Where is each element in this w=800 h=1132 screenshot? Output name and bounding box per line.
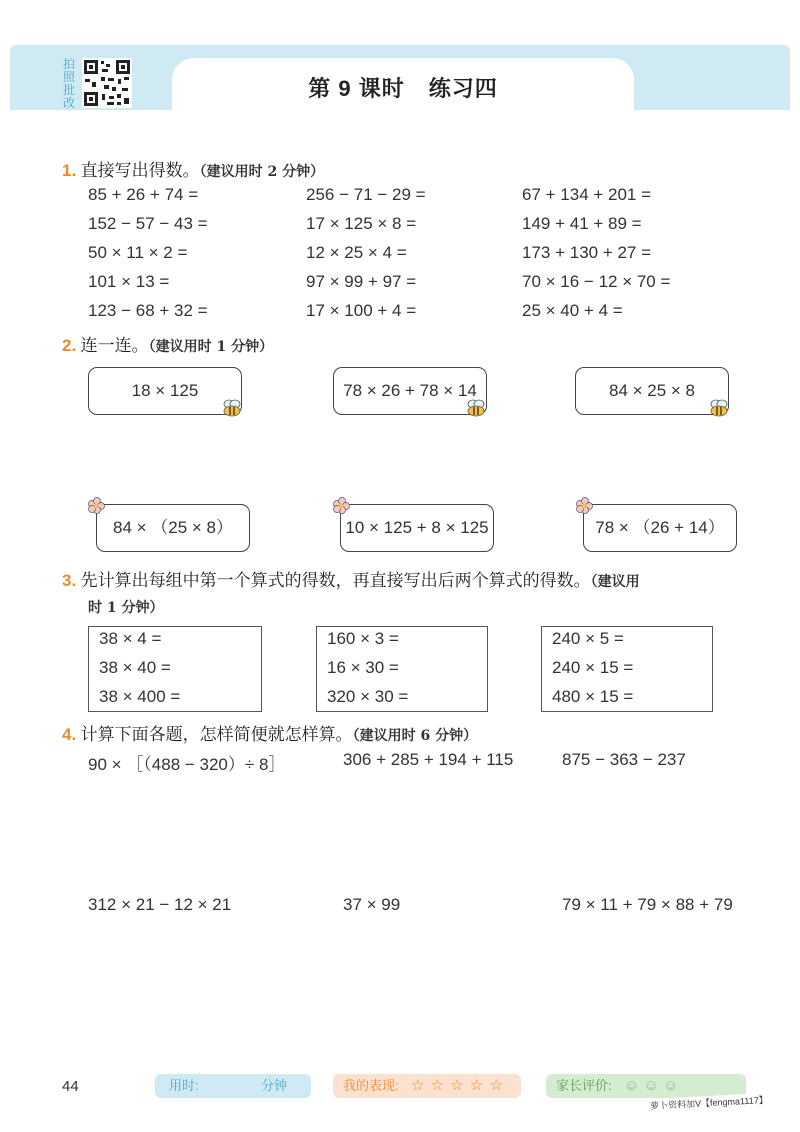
q3-item: 160 × 3 = <box>327 629 399 648</box>
q4-item: 90 × ［（488 − 320）÷ 8］ <box>88 755 286 774</box>
q1-item: 97 × 99 + 97 = <box>306 272 417 291</box>
q3-item: 240 × 15 = <box>552 658 634 677</box>
q4-number: 4. <box>62 725 77 744</box>
q4-heading <box>62 720 477 745</box>
q3-number: 3. <box>62 571 77 590</box>
q3-heading <box>62 566 752 591</box>
match-bottom-box[interactable] <box>583 504 737 552</box>
q4-hint: （建议用时 6 分钟） <box>352 728 478 744</box>
q1-item: 70 × 16 − 12 × 70 = <box>522 272 671 291</box>
q3-group-box <box>88 626 262 712</box>
q4-item: 312 × 21 − 12 × 21 <box>88 895 232 914</box>
q1-heading <box>62 156 324 181</box>
match-top-expr: 78 × 26 + 78 × 14 <box>343 381 477 400</box>
q1-item: 12 × 25 × 4 = <box>306 243 407 262</box>
q3-item: 38 × 4 = <box>99 629 162 648</box>
lesson-number: 第 9 课时 <box>308 76 405 101</box>
q3-item: 38 × 400 = <box>99 687 181 706</box>
q1-item: 256 − 71 − 29 = <box>306 185 426 204</box>
q1-item: 17 × 100 + 4 = <box>306 301 417 320</box>
match-bottom-expr: 78 × （26 + 14） <box>595 518 725 537</box>
q1-item: 17 × 125 × 8 = <box>306 214 417 233</box>
match-bottom-expr: 84 × （25 × 8） <box>112 518 234 537</box>
time-unit: 分钟 <box>261 1078 288 1093</box>
match-bottom-box[interactable] <box>96 504 250 552</box>
qr-code-icon[interactable] <box>82 58 132 108</box>
q4-text: 计算下面各题，怎样简便就怎样算。 <box>80 725 353 744</box>
q2-text: 连一连。 <box>80 336 149 355</box>
q3-hint: （建议用 <box>590 574 640 590</box>
page-number: 44 <box>62 1078 79 1095</box>
q1-item: 152 − 57 − 43 = <box>88 214 208 233</box>
q3-item: 320 × 30 = <box>327 687 409 706</box>
q1-item: 149 + 41 + 89 = <box>522 214 642 233</box>
q3-item: 16 × 30 = <box>327 658 399 677</box>
bee-icon <box>465 398 487 418</box>
q1-item: 25 × 40 + 4 = <box>522 301 623 320</box>
q4-item: 306 + 285 + 194 + 115 <box>343 750 514 769</box>
q2-hint: （建议用时 1 分钟） <box>148 339 274 355</box>
q1-text: 直接写出得数。 <box>80 161 200 180</box>
q3-group-box <box>541 626 713 712</box>
bee-icon <box>708 398 730 418</box>
time-label: 用时: <box>169 1078 199 1093</box>
q4-item: 79 × 11 + 79 × 88 + 79 <box>562 895 733 914</box>
q1-item: 50 × 11 × 2 = <box>88 243 188 262</box>
q4-item: 875 − 363 − 237 <box>562 750 686 769</box>
q1-item: 123 − 68 + 32 = <box>88 301 208 320</box>
match-top-box[interactable] <box>333 367 487 415</box>
q3-item: 38 × 40 = <box>99 658 171 677</box>
q3-item: 240 × 5 = <box>552 629 624 648</box>
flower-icon <box>84 496 108 518</box>
q2-number: 2. <box>62 336 77 355</box>
q3-item: 480 × 15 = <box>552 687 634 706</box>
watermark-text: 萝卜资料加V【fengma1117】 <box>649 1094 768 1112</box>
q3-text: 先计算出每组中第一个算式的得数，再直接写出后两个算式的得数。 <box>80 571 591 590</box>
match-bottom-box[interactable] <box>340 504 494 552</box>
match-top-expr: 18 × 125 <box>131 381 199 400</box>
performance-pill <box>333 1074 521 1098</box>
match-top-box[interactable] <box>575 367 729 415</box>
q4-item: 37 × 99 <box>343 895 401 914</box>
q1-hint: （建议用时 2 分钟） <box>199 164 325 180</box>
page-title <box>172 72 634 103</box>
match-bottom-expr: 10 × 125 + 8 × 125 <box>345 518 489 537</box>
match-top-expr: 84 × 25 × 8 <box>608 381 696 400</box>
q1-item: 85 + 26 + 74 = <box>88 185 199 204</box>
q1-item: 67 + 134 + 201 = <box>522 185 652 204</box>
face-rating-icon[interactable]: ☺ ☺ ☺ <box>624 1077 679 1094</box>
q3-hint-cont: 时 1 分钟） <box>88 600 164 616</box>
flower-icon <box>329 496 353 518</box>
parent-eval-pill <box>546 1074 746 1098</box>
time-pill <box>155 1074 311 1098</box>
q3-group-box <box>316 626 488 712</box>
q1-number: 1. <box>62 161 77 180</box>
flower-icon <box>572 496 596 518</box>
parent-eval-label: 家长评价: <box>556 1078 612 1093</box>
lesson-topic: 练习四 <box>428 76 498 101</box>
q1-item: 101 × 13 = <box>88 272 170 291</box>
star-rating-icon[interactable]: ☆ ☆ ☆ ☆ ☆ <box>411 1077 504 1094</box>
bee-icon <box>221 398 243 418</box>
q1-item: 173 + 130 + 27 = <box>522 243 652 262</box>
q2-heading <box>62 331 273 356</box>
photo-grading-label: 拍照批改 <box>62 57 75 110</box>
match-top-box[interactable] <box>88 367 242 415</box>
performance-label: 我的表现: <box>343 1078 399 1093</box>
